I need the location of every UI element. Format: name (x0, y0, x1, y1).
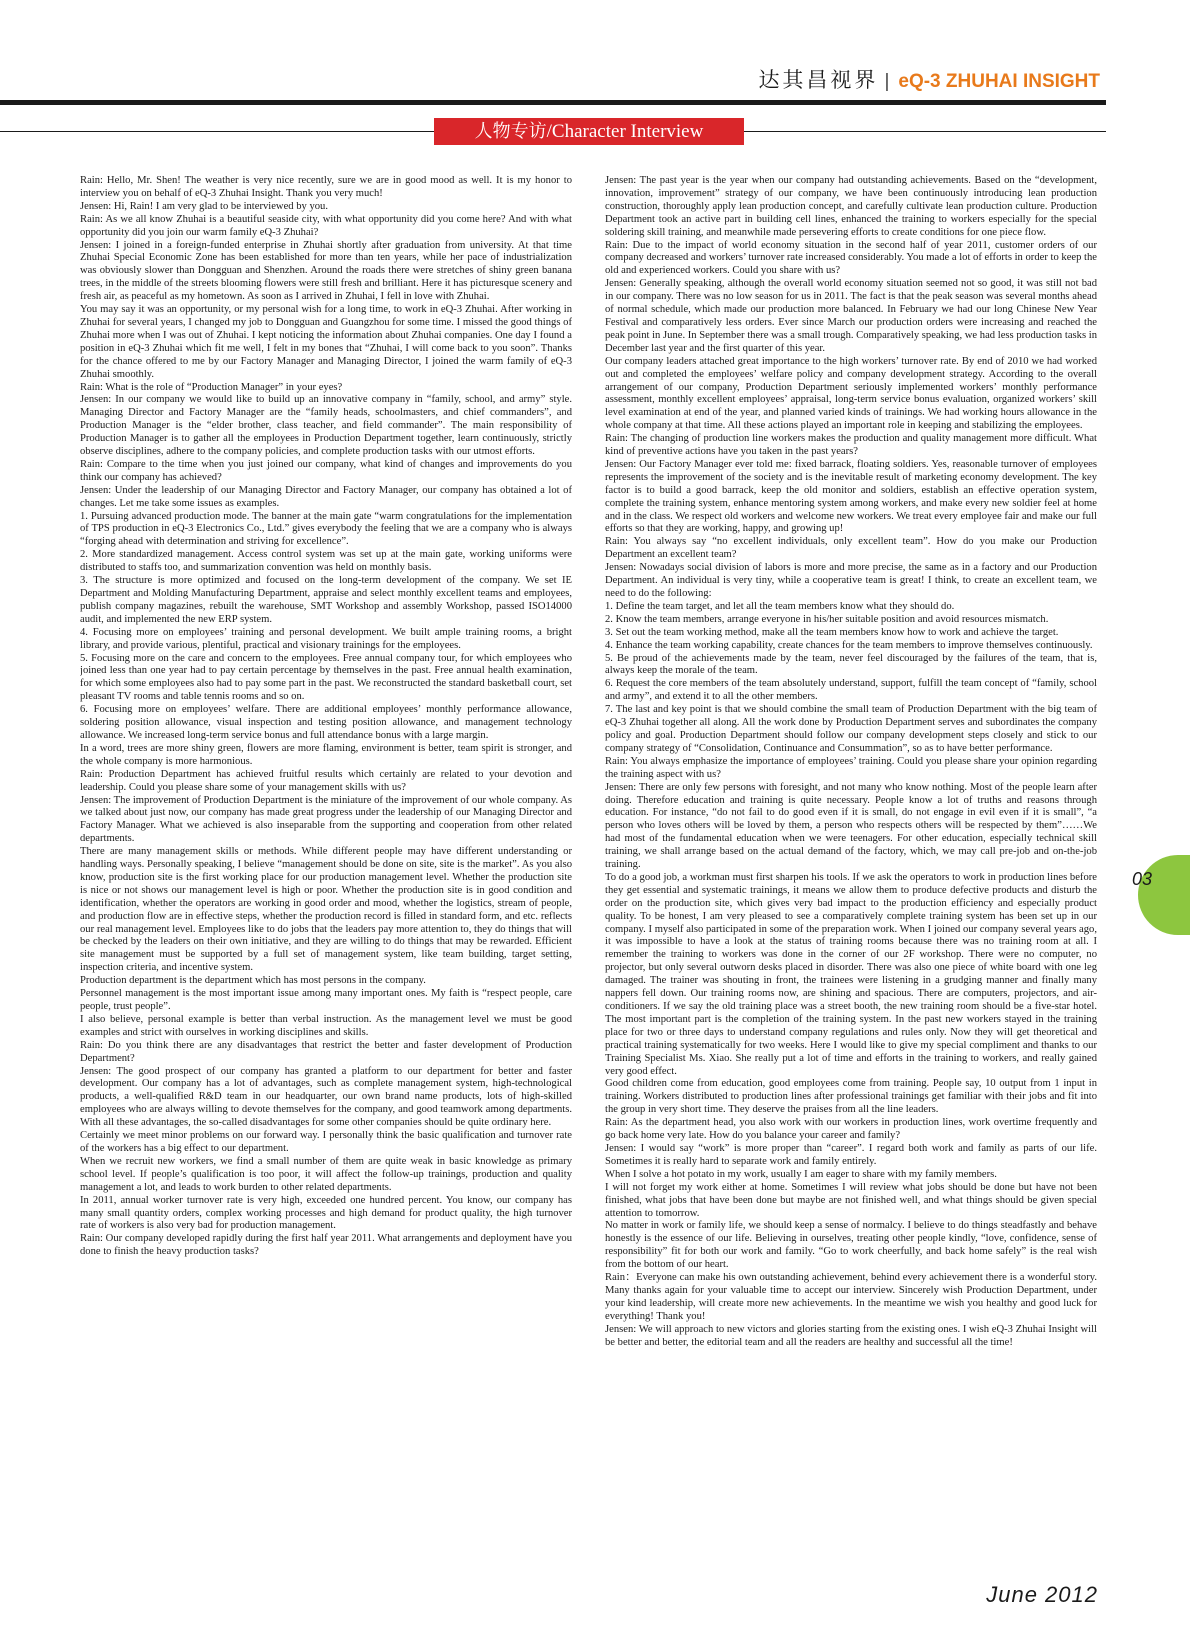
section-title-chinese: 人物专访 (474, 121, 547, 142)
article-paragraph: Rain: Hello, Mr. Shen! The weather is very nice recently, sure we are in good mood as well. It is my honor to interview you on behalf of eQ-3 Zhuhai Insight. Thank you very much! (80, 175, 572, 199)
article-paragraph: Certainly we meet minor problems on our forward way. I personally think the basic qualification and turnover rate of the workers has a big effect to our department. (80, 1130, 572, 1154)
header-rule-thick (0, 100, 1106, 105)
article-paragraph: Jensen: Generally speaking, although the overall world economy situation seemed not so good, it was still not bad in our company. There was no low season for us in 2011. The fact is that the peak season was several months ahead of normal schedule, which made our production more balanced. In February we had our long Chinese New Year Festival and comparatively less orders. Ever since March our production orders were increasing and reached the peak point in June. In September there was a small trough. Comparatively speaking, we had less production tasks in December last year and the first quarter of this year. (605, 278, 1097, 354)
article-paragraph: Rain: Compare to the time when you just joined our company, what kind of changes and improvements do you think our company has achieved? (80, 458, 572, 483)
article-paragraph: Personnel management is the most important issue among many important ones. My faith is “respect people, care people, trust people”. (80, 988, 572, 1012)
article-paragraph: Jensen: We will approach to new victors and glories starting from the existing ones. I wish eQ-3 Zhuhai Insight will be better and better, the editorial team and all the readers are healthy and successful all the time! (605, 1323, 1097, 1348)
article-column-left (80, 175, 572, 1535)
article-paragraph: Rain: As we all know Zhuhai is a beautiful seaside city, with what opportunity did you come here? And with what opportunity did you join our warm family eQ-3 Zhuhai? (80, 213, 572, 238)
article-paragraph: 1. Define the team target, and let all the team members know what they should do. (605, 600, 955, 612)
article-paragraph: Rain: What is the role of “Production Manager” in your eyes? (80, 381, 343, 393)
masthead-chinese-title: 达其昌视界 (758, 68, 879, 92)
article-paragraph: Jensen: Under the leadership of our Managing Director and Factory Manager, our company has obtained a lot of changes. Let me take some issues as examples. (80, 484, 572, 509)
article-paragraph: Jensen: In our company we would like to build up an innovative company in “family, school, and army” style. Managing Director and Factory Manager are the “family heads, schoolmasters, and chief commanders”, and Production Manager is the “elder brother, class teacher, and field commander”. The main responsibility of Production Manager is to gather all the employees in Production Department together, learn continuously, strictly observe disciplines, adhere to the company policies, and complete production tasks with our utmost efforts. (80, 394, 572, 458)
article-paragraph: Jensen: There are only few persons with foresight, and not many who know nothing. Most of the people learn after doing. Therefore education and training is quite necessary. People know a lot of truths and reasons through education. For instance, “do not fail to do good even if it is small, do not engage in evil even if it is small”, “a person who loves others will be loved by them, a person who respects others will be respected by them”……We had most of the fundamental education when we were teenagers. For other education, especially technical skill training, we shall arrange based on the actual demand of the factory, which, we may call pre-job and on-the-job training. (605, 781, 1097, 871)
section-banner (434, 118, 744, 145)
article-paragraph: 4. Enhance the team working capability, create chances for the team members to improve themselves continuously. (605, 639, 1093, 651)
article-paragraph: I also believe, personal example is better than verbal instruction. As the management level we must be good examples and strict with ourselves in working disciplines and skills. (80, 1013, 572, 1038)
article-paragraph: 6. Request the core members of the team absolutely understand, support, fulfill the team concept of “family, school and army”, and extend it to all the other members. (605, 678, 1097, 703)
article-paragraph: Jensen: I would say “work” is more proper than “career”. I regard both work and family as parts of our life. Sometimes it is really hard to separate work and family entirely. (605, 1142, 1097, 1167)
article-paragraph: Production department is the department which has most persons in the company. (80, 975, 426, 987)
article-paragraph: 3. The structure is more optimized and focused on the long-term development of the company. We set IE Department and Molding Manufacturing Department, appraise and select monthly excellent teams and employees, publish company magazines, rebuilt the warehouse, SMT Workshop and assembly Workshop, passed ISO14000 audit, and implemented the new ERP system. (80, 575, 572, 625)
article-paragraph: 2. Know the team members, arrange everyone in his/her suitable position and avoid resources mismatch. (605, 613, 1049, 625)
article-paragraph: 3. Set out the team working method, make all the team members know how to work and achieve the target. (605, 626, 1059, 638)
article-paragraph: 4. Focusing more on employees’ training and personal development. We built ample training rooms, a bright library, and provide various, plentiful, practical and visionary trainings for the employees. (80, 626, 572, 651)
article-paragraph: When I solve a hot potato in my work, usually I am eager to share with my family members. (605, 1168, 997, 1180)
article-paragraph: 6. Focusing more on employees’ welfare. There are additional employees’ monthly performance allowance, soldering position allowance, visual inspection and testing position allowance, and management technology allowance. We increased long-term service bonus and full attendance bonus with a large margin. (80, 704, 572, 741)
article-paragraph: Good children come from education, good employees come from training. People say, 10 output from 1 input in training. Workers distributed to production lines after professional trainings get familiar with their jobs and fit into the group in very short time. They deserve the praises from all the line leaders. (605, 1078, 1097, 1116)
article-paragraph: Jensen: Nowadays social division of labors is more and more precise, the same as in a factory and our Production Department. An individual is very tiny, while a cooperative team is great! I think, to create an excellent team, we need to do the following: (605, 562, 1097, 599)
article-paragraph: Rain: As the department head, you also work with our workers in production lines, work overtime frequently and go back home very late. How do you balance your career and family? (605, 1117, 1097, 1142)
article-paragraph: Jensen: I joined in a foreign-funded enterprise in Zhuhai shortly after graduation from university. At that time Zhuhai Special Economic Zone has been established for more than ten years, while her pace of industrialization was obviously slower than Dongguan and Shenzhen. Around the roads there were stretches of shiny green banana trees, in the middle of the streets blooming flowers were still fresh and brilliant. Here it has picturesque scenery and fresh air, as peaceful as my hometown. As soon as I arrived in Zhuhai, I fell in love with Zhuhai. (80, 239, 572, 303)
article-paragraph: Rain: The changing of production line workers makes the production and quality management more difficult. What kind of preventive actions have you taken in the past years? (605, 433, 1097, 458)
article-paragraph: Jensen: The good prospect of our company has granted a platform to our department for better and faster development. Our company has a lot of advantages, such as complete management system, high-technological products, a well-qualified R&D team in our headquarter, our own brand name products, lots of high-skilled employees who are always willing to devote themselves for the company, and good teamwork among departments. With all these advantages, the so-called disadvantages for some other companies should be quite ordinary here. (80, 1065, 572, 1129)
page-number: 03 (1132, 869, 1153, 889)
article-paragraph: In a word, trees are more shiny green, flowers are more flaming, environment is better, team spirit is stronger, and the whole company is more harmonious. (80, 742, 572, 767)
article-paragraph: 2. More standardized management. Access control system was set up at the main gate, working uniforms were distributed to staffs too, and summarization convention was held on monthly basis. (80, 549, 572, 574)
article-paragraph: Jensen: Hi, Rain! I am very glad to be interviewed by you. (80, 200, 329, 212)
issue-date: June 2012 (986, 1582, 1098, 1607)
article-paragraph: Jensen: Our Factory Manager ever told me: fixed barrack, floating soldiers. Yes, reasonable turnover of employees represents the improvement of the society and is the inevitable result of marketing economy development. The key factor is to build a good barrack, keep the old monitor and soldiers, establish an effective operation system, complete the training system, enhance mentoring system among workers, and make every new soldier feel at home and in the class. We respect old workers and welcome new workers. We treat every employee fair and make our full efforts so that they are working, happy, and growing up! (605, 458, 1097, 535)
article-paragraph: Our company leaders attached great importance to the high workers’ turnover rate. By end of 2010 we had worked out and completed the employees’ welfare policy and company development strategy. According to the overall arrangement of our company, Production Department seriously implemented workers’ monthly performance assessment, monthly excellent employees’ appraisal, long-term service bonus evaluation, organized workers’ skill level examination at end of the year, and planned varied kinds of trainings. We had working hours allowance in the whole company at that time. All these actions played an important role in keeping and stabilizing the employees. (605, 355, 1097, 432)
article-paragraph: Rain: You always say “no excellent individuals, only excellent team”. How do you make our Production Department an excellent team? (605, 536, 1097, 561)
article-paragraph: Rain: Our company developed rapidly during the first half year 2011. What arrangements and deployment have you done to finish the heavy production tasks? (80, 1233, 572, 1258)
article-paragraph: Jensen: The past year is the year when our company had outstanding achievements. Based on the “development, innovation, improvement” strategy of our company, we have been continuously introducing lean production construction, thoroughly apply lean production concept, and carefully cultivate lean production culture. Production Department took an active part in building cell lines, enhanced the training to workers especially for the special soldering skill training, and meanwhile made persevering efforts to create conditions for one piece flow. (605, 175, 1097, 238)
article-paragraph: I will not forget my work either at home. Sometimes I will review what jobs should be done but have not been finished, what jobs that have been done but maybe are not finished well, and what things should be given special attention to tomorrow. (605, 1181, 1097, 1219)
article-paragraph: 1. Pursuing advanced production mode. The banner at the main gate “warm congratulations for the implementation of TPS production in eQ-3 Electronics Co., Ltd.” gives everybody the feeling that we are a company who is always “forging ahead with determination and striving for excellence”. (80, 510, 572, 548)
masthead-english-title: eQ-3 ZHUHAI INSIGHT (898, 71, 1100, 92)
article-paragraph: You may say it was an opportunity, or my personal wish for a long time, to work in eQ-3 Zhuhai. After working in Zhuhai for several years, I changed my job to Dongguan and Guangzhou for some time. I missed the good things of Zhuhai more when I was out of Zhuhai. I kept noticing the information about Zhuhai companies. One day I found a position in eQ-3 Zhuhai which fit me well, I felt in my bones that “Zhuhai, I will come back to you soon”. Thanks for the chance offered to me by our Factory Manager and Managing Director, I joined the warm family of eQ-3 Zhuhai smoothly. (80, 304, 572, 380)
article-paragraph: No matter in work or family life, we should keep a sense of normalcy. I believe to do things steadfastly and behave honestly is the essence of our life. Believing in ourselves, treating other people kindly, “love, confidence, sense of responsibility” fit for both our work and family. “Go to work cheerfully, and back home safely” is the real wish from the bottom of our heart. (605, 1220, 1097, 1271)
article-paragraph: There are many management skills or methods. While different people may have different understanding or handling ways. Personally speaking, I believe “management should be done on site, site is the market”. As you also know, production site is the first working place for our production management level. Whether the production site is nice or not shows our management level is high or poor. Whether the production site is in good condition and identification, whether the operators are working in good order and mood, whether the logistics, stream of people, and production flow are in effective steps, whether the production record is filled in standard form, and etc. reflects our real management level. Employees like to do jobs that the leaders pay more attention to, they do things that will be checked by the leaders on their own initiative, and they are willing to do things that may be rewarded. Efficient site management must be supported by a full set of management system, like team building, target setting, inspection criteria, and incentive system. (80, 846, 572, 974)
masthead-separator: | (884, 71, 890, 92)
article-paragraph: To do a good job, a workman must first sharpen his tools. If we ask the operators to work in production lines before they get essential and systematic trainings, it means we allow them to produce defective products and disturb the order on the production site, which gives very bad impact to the production efficiency and especially product quality. To be honest, I am very pleased to see a comparatively complete training system has been set up in our company. I myself also participated in some of the preparation work. When I joined our company several years ago, it was impossible to have a look at the status of training rooms because there was no training room at all. I remember the training to workers was done in the corner of our 2F workshop. There were no computer, no projector, but only several outworn desks placed in disorder. There was also one piece of white board with one leg damaged. The trainer was shouting in front, the trainees were listening in a grudging manner and finally many nappers fell down. Our training rooms now, are shining and spacious. There are computers, projectors, and air-conditioners. If we say the old training place was a street booth, the new training room should be a five-star hotel. The most important part is the completion of the training system. In the past new workers stayed in the training place for two or three days to understand company regulations and rules only. Now they will get theoretical and practical training systematically for two weeks. Here I would like to give my special compliment and thanks to our Training Specialist Ms. Xiao. She really put a lot of time and efforts in the training to workers, and really gained very good effect. (605, 871, 1097, 1077)
article-paragraph: 7. The last and key point is that we should combine the small team of Production Department with the big team of eQ-3 Zhuhai together all along. All the work done by Production Department serves and subordinates the company policy and goal. Production Department should follow our company development steps closely and stick to our company strategy of “Consolidation, Continuance and Consummation”, so as to have better performance. (605, 704, 1097, 754)
article-paragraph: Rain: You always emphasize the importance of employees’ training. Could you please share your opinion regarding the training aspect with us? (605, 755, 1097, 780)
article-paragraph: Rain: Production Department has achieved fruitful results which certainly are related to your devotion and leadership. Could you please share some of your management skills with us? (80, 768, 572, 793)
article-column-right (605, 175, 1097, 1535)
masthead (758, 64, 1100, 94)
article-paragraph: Rain：Everyone can make his own outstanding achievement, behind every achievement there is a wonderful story. Many thanks again for your valuable time to accept our interview. Sincerely wish Production Department, under your kind leadership, will create more new achievements. In the meantime we wish you healthy and good luck for everything! Thank you! (605, 1272, 1097, 1322)
article-paragraph: When we recruit new workers, we find a small number of them are quite weak in basic knowledge as primary school level. If people’s qualification is too poor, it will affect the follow-up trainings, production and quality management a lot, and leads to work burden to other related departments. (80, 1155, 572, 1193)
article-paragraph: In 2011, annual worker turnover rate is very high, exceeded one hundred percent. You know, our company has many small quantity orders, complex working processes and high demand for product quality, the high turnover rate of workers is also very bad for production management. (80, 1194, 572, 1232)
article-paragraph: Rain: Do you think there are any disadvantages that restrict the better and faster development of Production Department? (80, 1039, 572, 1064)
section-title-english: /Character Interview (546, 121, 704, 142)
page-tab-marker (1138, 855, 1190, 935)
article-paragraph: Rain: Due to the impact of world economy situation in the second half of year 2011, customer orders of our company decreased and workers’ turnover rate increased considerably. You made a lot of efforts in order to keep the old and experienced workers. Could you share with us? (605, 239, 1097, 277)
article-paragraph: Jensen: The improvement of Production Department is the miniature of the improvement of our whole company. As we talked about just now, our company has made great progress under the leadership of our Managing Director and Factory Manager. What we achieved is also inseparable from the supporting and cooperation from other related departments. (80, 794, 572, 845)
article-paragraph: 5. Be proud of the achievements made by the team, never feel discouraged by the failures of the team, that is, always keep the morale of the team. (605, 652, 1097, 677)
article-paragraph: 5. Focusing more on the care and concern to the employees. Free annual company tour, for which employees who joined less than one year had to pay certain percentage by themselves in the past. Free annual health examination, for which some employees also had to pay some part in the past. We reconstructed the standard basketball court, set pleasant TV rooms and table tennis rooms and so on. (80, 652, 572, 703)
